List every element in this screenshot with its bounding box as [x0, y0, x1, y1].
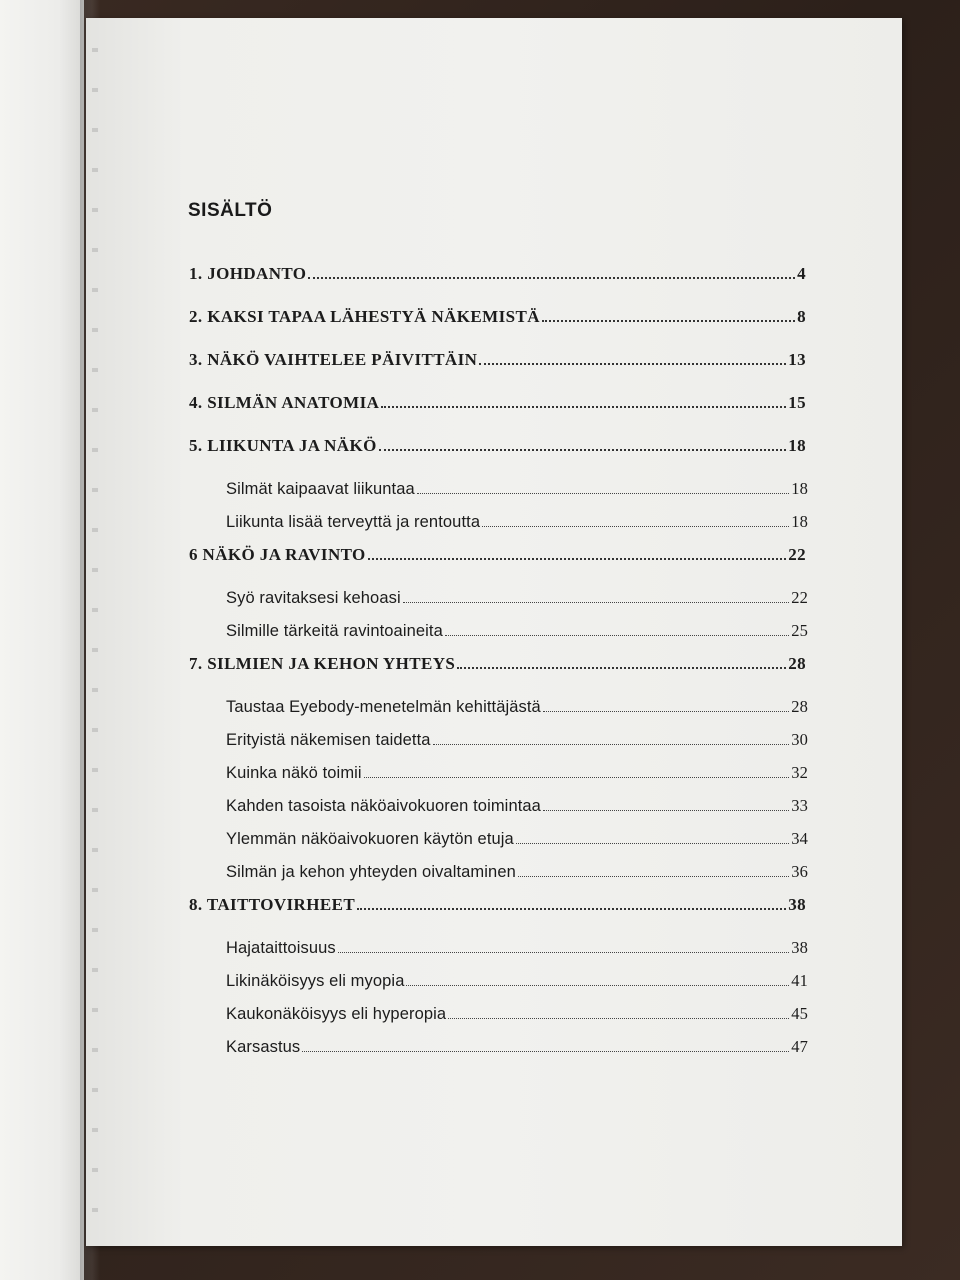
dot-leader	[302, 1051, 789, 1052]
toc-entry-section	[226, 621, 808, 641]
dot-leader	[403, 602, 790, 603]
dot-leader	[417, 493, 790, 494]
toc-entry-label: Silmät kaipaavat liikuntaa	[226, 480, 415, 498]
toc-entry-label: Kaukonäköisyys eli hyperopia	[226, 1005, 447, 1023]
toc-entry-label: 6 NÄKÖ JA RAVINTO	[189, 545, 366, 564]
toc-entry-label: 2. KAKSI TAPAA LÄHESTYÄ NÄKEMISTÄ	[189, 307, 540, 326]
toc-entry-label: 8. TAITTOVIRHEET	[189, 895, 356, 914]
toc-entry-label: Silmille tärkeitä ravintoaineita	[226, 622, 443, 640]
dot-leader	[542, 320, 795, 322]
toc-entry-page: 22	[788, 545, 806, 564]
dot-leader	[308, 277, 795, 279]
dot-leader	[457, 667, 786, 669]
toc-entry-page: 8	[797, 307, 806, 326]
dot-leader	[338, 952, 790, 953]
toc-entry-page: 4	[797, 264, 806, 283]
toc-entry-section	[226, 479, 808, 499]
dot-leader	[445, 635, 789, 636]
facing-page	[0, 0, 84, 1280]
toc-entry-label: Erityistä näkemisen taidetta	[226, 731, 431, 749]
dot-leader	[448, 1018, 789, 1019]
toc-entry-label: 4. SILMÄN ANATOMIA	[189, 393, 380, 412]
toc-entry-label: Kahden tasoista näköaivokuoren toimintaa	[226, 797, 541, 815]
toc-entry-chapter	[189, 264, 806, 284]
toc-entry-page: 28	[788, 654, 806, 673]
toc-entry-section	[226, 512, 808, 532]
toc-entry-label: Ylemmän näköaivokuoren käytön etuja	[226, 830, 514, 848]
toc-entry-page: 34	[791, 829, 808, 848]
toc-entry-page: 25	[791, 621, 808, 640]
toc-entry-page: 41	[791, 971, 808, 990]
toc-entry-label: Kuinka näkö toimii	[226, 764, 362, 782]
binding-edge	[92, 48, 98, 1228]
dot-leader	[479, 363, 786, 365]
toc-entry-section	[226, 971, 808, 991]
toc-entry-section	[226, 588, 808, 608]
toc-entry-page: 18	[791, 512, 808, 531]
toc-entry-page: 36	[791, 862, 808, 881]
toc-entry-page: 45	[791, 1004, 808, 1023]
toc-entry-label: 5. LIIKUNTA JA NÄKÖ	[189, 436, 377, 455]
toc-entry-section	[226, 829, 808, 849]
toc-entry-page: 32	[791, 763, 808, 782]
toc-entry-page: 38	[791, 938, 808, 957]
toc-entry-section	[226, 697, 808, 717]
toc-entry-label: 3. NÄKÖ VAIHTELEE PÄIVITTÄIN	[189, 350, 478, 369]
toc-entry-chapter	[189, 895, 806, 915]
toc-entry-label: 7. SILMIEN JA KEHON YHTEYS	[189, 654, 456, 673]
toc-entry-section	[226, 1037, 808, 1057]
toc-entry-chapter	[189, 545, 806, 565]
toc-entry-label: Hajataittoisuus	[226, 939, 336, 957]
dot-leader	[433, 744, 790, 745]
toc-entry-section	[226, 1004, 808, 1024]
dot-leader	[406, 985, 789, 986]
dot-leader	[368, 558, 787, 560]
toc-entry-page: 30	[791, 730, 808, 749]
toc-entry-page: 33	[791, 796, 808, 815]
toc-entry-page: 18	[791, 479, 808, 498]
toc-entry-page: 28	[791, 697, 808, 716]
dot-leader	[543, 810, 789, 811]
toc-entry-page: 38	[788, 895, 806, 914]
dot-leader	[516, 843, 789, 844]
toc-entry-chapter	[189, 307, 806, 327]
toc-entry-chapter	[189, 436, 806, 456]
toc-entry-label: Liikunta lisää terveyttä ja rentoutta	[226, 513, 481, 531]
toc-entry-section	[226, 796, 808, 816]
toc-entry-page: 13	[788, 350, 806, 369]
toc-entry-section	[226, 730, 808, 750]
toc-entry-label: Silmän ja kehon yhteyden oivaltaminen	[226, 863, 516, 881]
toc-entry-label: Likinäköisyys eli myopia	[226, 972, 405, 990]
toc-entry-section	[226, 763, 808, 783]
dot-leader	[357, 908, 786, 910]
dot-leader	[518, 876, 789, 877]
toc-entry-page: 47	[791, 1037, 808, 1056]
toc-entry-label: Karsastus	[226, 1038, 301, 1056]
page-title: SISÄLTÖ	[188, 200, 273, 221]
toc-entry-chapter	[189, 393, 806, 413]
dot-leader	[482, 526, 789, 527]
dot-leader	[364, 777, 790, 778]
toc-entry-page: 15	[788, 393, 806, 412]
toc-entry-page: 18	[788, 436, 806, 455]
toc-entry-page: 22	[791, 588, 808, 607]
toc-entry-chapter	[189, 654, 806, 674]
toc-entry-label: 1. JOHDANTO	[189, 264, 307, 283]
toc-entry-label: Taustaa Eyebody-menetelmän kehittäjästä	[226, 698, 541, 716]
book-page	[86, 18, 902, 1246]
toc-entry-label: Syö ravitaksesi kehoasi	[226, 589, 401, 607]
toc-entry-section	[226, 862, 808, 882]
dot-leader	[543, 711, 789, 712]
toc-entry-chapter	[189, 350, 806, 370]
toc-entry-section	[226, 938, 808, 958]
dot-leader	[379, 449, 786, 451]
dot-leader	[381, 406, 786, 408]
